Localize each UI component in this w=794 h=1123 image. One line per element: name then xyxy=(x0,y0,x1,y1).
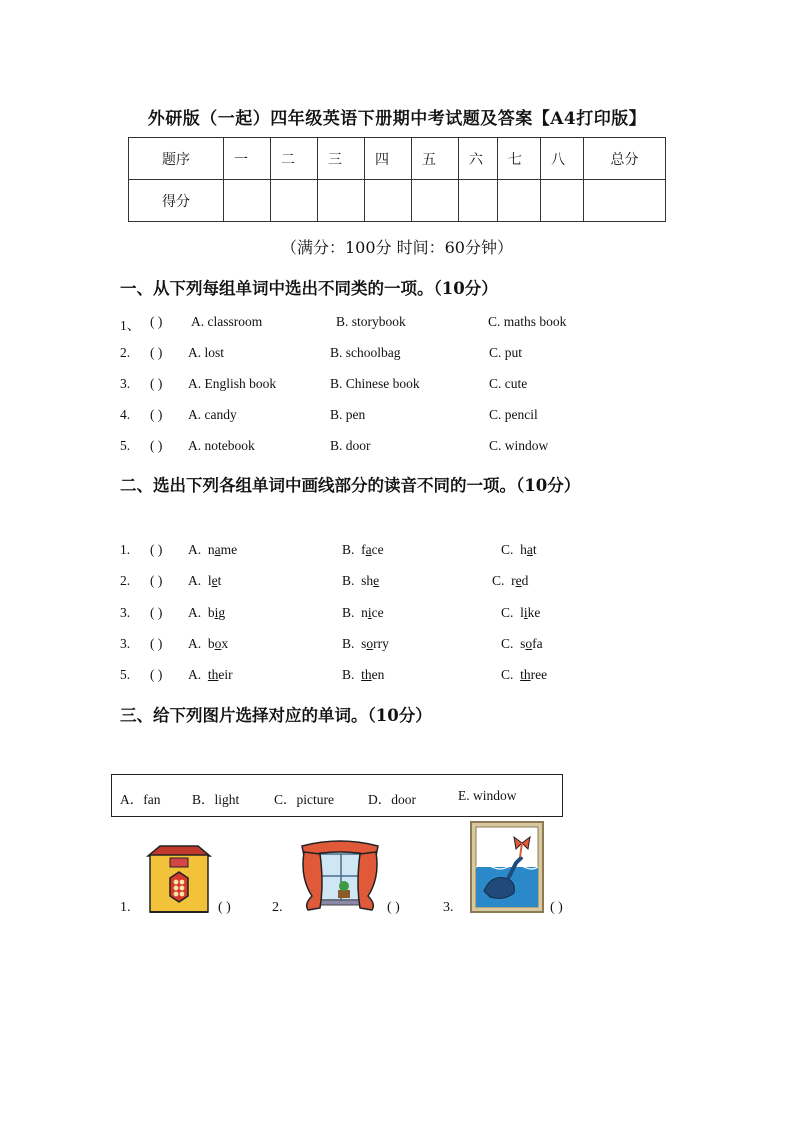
item-number: 3. xyxy=(120,605,131,620)
item-number: 1、 xyxy=(120,318,141,333)
picture-question-3-number: 3. xyxy=(443,900,454,915)
framed-picture xyxy=(470,821,544,913)
option-c: C. maths book xyxy=(488,314,567,329)
header-cell: 四 xyxy=(365,138,412,180)
option-b: B. door xyxy=(330,438,371,453)
header-cell: 七 xyxy=(498,138,541,180)
option-b: B. face xyxy=(342,542,384,557)
option-b: B. then xyxy=(342,667,385,682)
option-a: A. classroom xyxy=(191,314,263,329)
item-number: 2. xyxy=(120,345,131,360)
option-c: C. window xyxy=(489,438,549,453)
picture-question-1-answer[interactable]: ( ) xyxy=(218,900,231,915)
option-a: A. their xyxy=(188,667,233,682)
option-a: A. big xyxy=(188,605,226,620)
answer-paren[interactable]: ( ) xyxy=(150,376,163,391)
item-number: 3. xyxy=(120,636,131,651)
option-b: B. Chinese book xyxy=(330,376,420,391)
answer-paren[interactable]: ( ) xyxy=(150,667,163,682)
header-cell: 总分 xyxy=(584,138,666,180)
option-c: C. pencil xyxy=(489,407,538,422)
word-option: E. window xyxy=(458,788,517,803)
header-cell: 一 xyxy=(224,138,271,180)
header-cell: 题序 xyxy=(129,138,224,180)
answer-paren[interactable]: ( ) xyxy=(150,345,163,360)
score-table-header-row xyxy=(129,138,666,180)
score-cell[interactable] xyxy=(584,180,666,222)
word-option: A．fan xyxy=(120,792,161,807)
item-number: 4. xyxy=(120,407,131,422)
option-c: C. red xyxy=(492,573,529,588)
item-number: 3. xyxy=(120,376,131,391)
item-number: 5. xyxy=(120,667,131,682)
header-cell: 二 xyxy=(271,138,318,180)
option-c: C. hat xyxy=(501,542,537,557)
picture-question-2-number: 2. xyxy=(272,900,283,915)
header-cell: 五 xyxy=(412,138,459,180)
header-cell: 三 xyxy=(318,138,365,180)
answer-paren[interactable]: ( ) xyxy=(150,542,163,557)
option-a: A. English book xyxy=(188,376,277,391)
door-picture xyxy=(146,842,212,914)
full-score-time: （满分：100分 时间：60分钟） xyxy=(281,238,513,257)
score-cell[interactable] xyxy=(459,180,498,222)
window-picture xyxy=(298,838,382,914)
score-table-score-row xyxy=(129,180,666,222)
section1-heading: 一、从下列每组单词中选出不同类的一项。（10分） xyxy=(120,279,498,298)
score-cell[interactable] xyxy=(412,180,459,222)
answer-paren[interactable]: ( ) xyxy=(150,605,163,620)
header-cell: 八 xyxy=(541,138,584,180)
option-b: B. schoolbag xyxy=(330,345,401,360)
document-title: 外研版（一起）四年级英语下册期中考试题及答案【A4打印版】 xyxy=(147,109,647,129)
item-number: 2. xyxy=(120,573,131,588)
picture-question-3-answer[interactable]: ( ) xyxy=(550,900,563,915)
option-b: B. pen xyxy=(330,407,366,422)
option-b: B. storybook xyxy=(336,314,406,329)
item-number: 1. xyxy=(120,542,131,557)
word-option: C．picture xyxy=(274,792,334,807)
option-a: A. name xyxy=(188,542,238,557)
option-a: A. let xyxy=(188,573,222,588)
score-table xyxy=(128,137,666,222)
option-a: A. notebook xyxy=(188,438,255,453)
picture-question-2-answer[interactable]: ( ) xyxy=(387,900,400,915)
option-c: C. put xyxy=(489,345,523,360)
header-cell: 六 xyxy=(459,138,498,180)
answer-paren[interactable]: ( ) xyxy=(150,636,163,651)
score-cell[interactable] xyxy=(498,180,541,222)
option-c: C. three xyxy=(501,667,548,682)
option-b: B. sorry xyxy=(342,636,389,651)
word-option: D．door xyxy=(368,792,416,807)
score-cell[interactable] xyxy=(318,180,365,222)
option-a: A. candy xyxy=(188,407,237,422)
option-c: C. sofa xyxy=(501,636,543,651)
word-option: B．light xyxy=(192,792,240,807)
answer-paren[interactable]: ( ) xyxy=(150,573,163,588)
option-b: B. she xyxy=(342,573,380,588)
option-b: B. nice xyxy=(342,605,384,620)
section3-heading: 三、给下列图片选择对应的单词。（10分） xyxy=(120,706,432,725)
option-c: C. cute xyxy=(489,376,528,391)
row-label-cell: 得分 xyxy=(129,180,224,222)
answer-paren[interactable]: ( ) xyxy=(150,314,163,329)
answer-paren[interactable]: ( ) xyxy=(150,438,163,453)
option-a: A. lost xyxy=(188,345,225,360)
score-cell[interactable] xyxy=(224,180,271,222)
option-c: C. like xyxy=(501,605,541,620)
section2-heading: 二、选出下列各组单词中画线部分的读音不同的一项。（10分） xyxy=(120,476,581,495)
word-options-box xyxy=(111,774,563,817)
item-number: 5. xyxy=(120,438,131,453)
option-a: A. box xyxy=(188,636,229,651)
picture-question-1-number: 1. xyxy=(120,900,131,915)
score-cell[interactable] xyxy=(271,180,318,222)
answer-paren[interactable]: ( ) xyxy=(150,407,163,422)
score-cell[interactable] xyxy=(541,180,584,222)
score-cell[interactable] xyxy=(365,180,412,222)
